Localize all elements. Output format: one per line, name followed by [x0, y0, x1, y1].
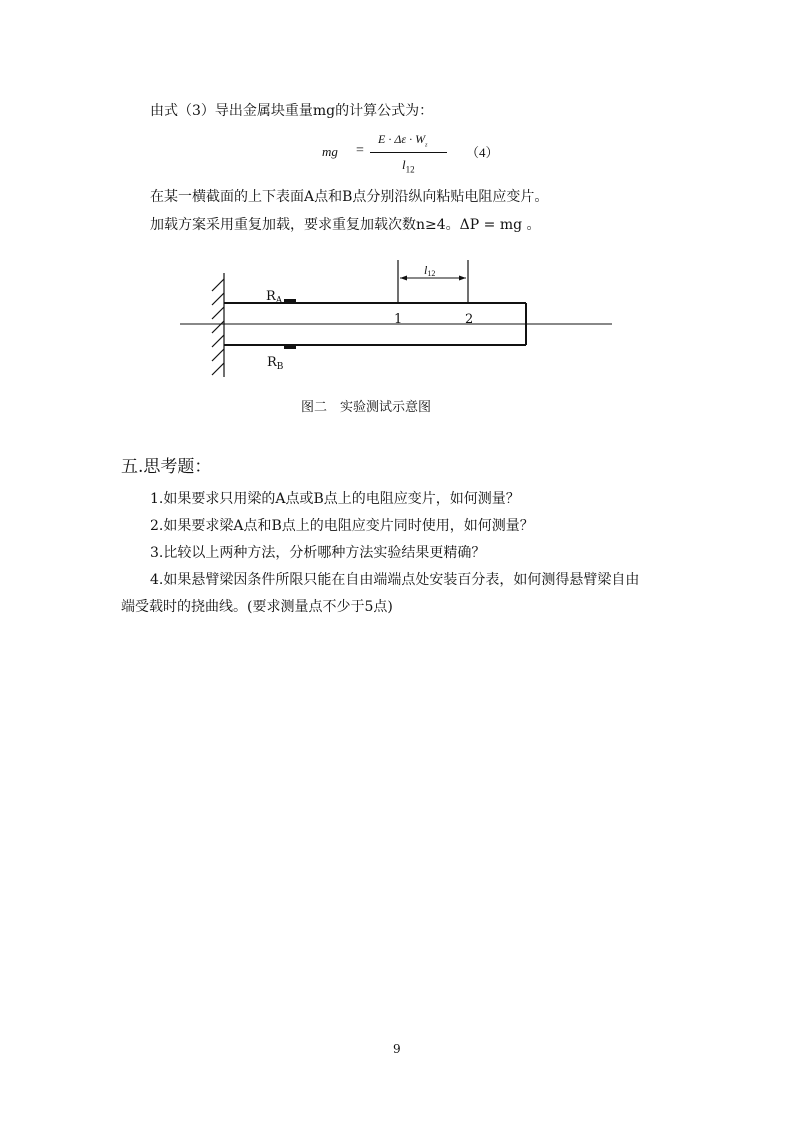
- paragraph-loading: 加载方案采用重复加载，要求重复加载次数n≥4。ΔP = mg 。: [150, 217, 541, 233]
- fraction-bar: [370, 152, 447, 153]
- point-1-label: 1: [394, 312, 403, 327]
- formula-numerator: $E \cdot \Delta\varepsilon \cdot W_z$: [378, 132, 428, 149]
- figure-cantilever-diagram: [176, 255, 616, 385]
- ra-label: $R_A$: [266, 289, 283, 306]
- dim-arrow-left: [400, 276, 407, 281]
- cantilever-diagram-svg: [176, 255, 616, 385]
- section-heading: 五.思考题：: [121, 457, 212, 477]
- paragraph-strain-gauges: 在某一横截面的上下表面A点和B点分别沿纵向粘贴电阻应变片。: [150, 189, 549, 205]
- wall-hatching: [212, 279, 224, 375]
- dim-label: l12: [424, 263, 436, 278]
- rb-label: $R_B$: [267, 355, 284, 372]
- figure-caption: 图二 实验测试示意图: [301, 400, 432, 415]
- gauge-b: [284, 344, 296, 349]
- equation-number: （4）: [466, 145, 499, 160]
- formula-lhs: mg: [322, 144, 338, 159]
- question-1: 1.如果要求只用梁的A点或B点上的电阻应变片，如何测量？: [150, 491, 520, 507]
- dim-arrow-right: [459, 276, 466, 281]
- question-2: 2.如果要求梁A点和B点上的电阻应变片同时使用，如何测量？: [150, 518, 534, 534]
- question-3: 3.比较以上两种方法，分析哪种方法实验结果更精确？: [150, 545, 486, 561]
- page-number: 9: [393, 1042, 401, 1056]
- point-2-label: 2: [465, 312, 474, 327]
- question-4-continued: 端受载时的挠曲线。(要求测量点不少于5点): [121, 599, 393, 615]
- gauge-a: [284, 299, 296, 304]
- intro-text: 由式（3）导出金属块重量mg的计算公式为：: [150, 103, 434, 119]
- formula-denominator: $l_{12}$: [402, 157, 415, 175]
- formula-equals: =: [356, 143, 364, 158]
- formula-4: [318, 132, 518, 180]
- question-4: 4.如果悬臂梁因条件所限只能在自由端端点处安装百分表，如何测得悬臂梁自由: [150, 572, 640, 588]
